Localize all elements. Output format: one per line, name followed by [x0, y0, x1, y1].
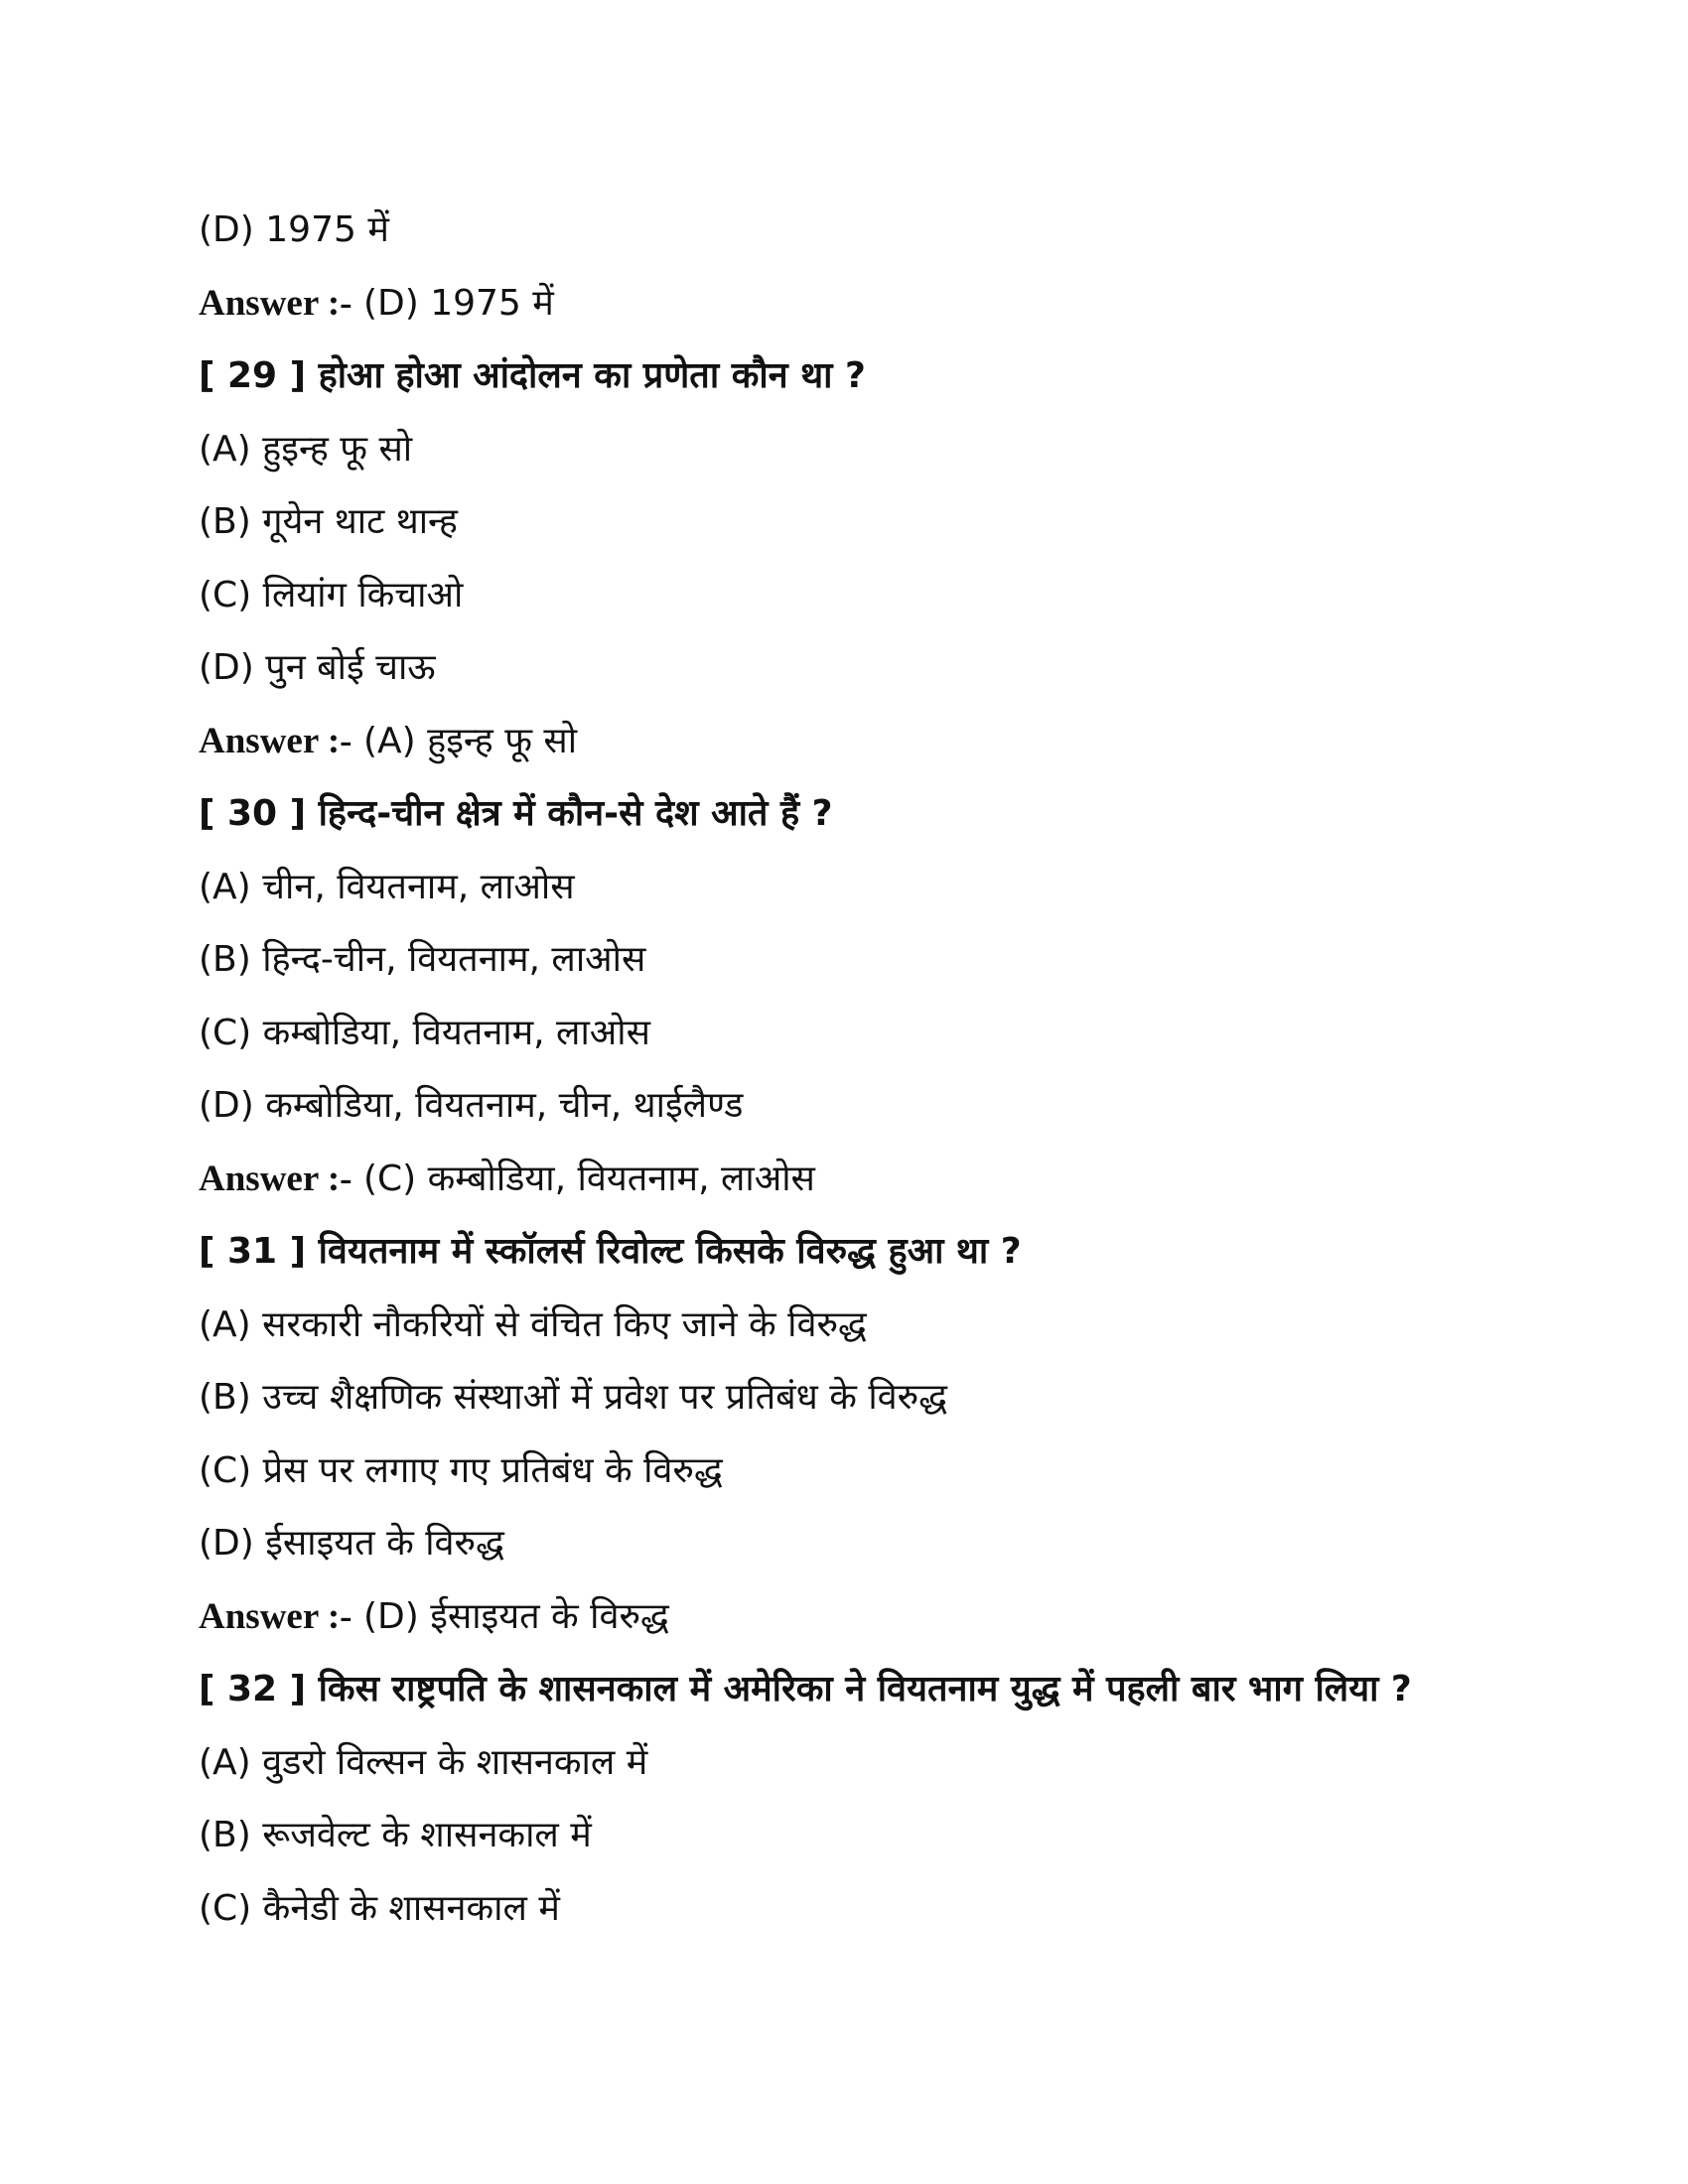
answer-text: (D) ईसाइयत के विरुद्ध [352, 1595, 669, 1637]
option-c-q31: (C) प्रेस पर लगाए गए प्रतिबंध के विरुद्ध [199, 1449, 723, 1491]
option-b-q32: (B) रूजवेल्ट के शासनकाल में [199, 1815, 592, 1855]
option-b-q31: (B) उच्च शैक्षणिक संस्थाओं में प्रवेश पर प्रतिबंध के विरुद्ध [199, 1377, 947, 1418]
answer-label: Answer :- [199, 1595, 352, 1637]
answer-q31 [199, 1580, 1549, 1654]
option-d-q28: (D) 1975 में [199, 209, 389, 250]
question-number: [ 31 ] [199, 1231, 307, 1272]
option-a-q32: (A) वुडरो विल्सन के शासनकाल में [199, 1741, 648, 1783]
option-c-q29: (C) लियांग किचाओ [199, 574, 464, 615]
question-31 [199, 1215, 1549, 1289]
option-d-q30: (D) कम्बोडिया, वियतनाम, चीन, थाईलैण्ड [199, 1085, 744, 1126]
option-b-q30: (B) हिन्द-चीन, वियतनाम, लाओस [199, 939, 646, 980]
answer-q30 [199, 1143, 1549, 1216]
option-c-q32: (C) कैनेडी के शासनकाल में [199, 1887, 560, 1929]
option-a-q29: (A) हुइन्ह फू सो [199, 428, 413, 470]
question-30 [199, 777, 1549, 851]
answer-label: Answer :- [199, 282, 352, 324]
question-29 [199, 340, 1549, 413]
question-text: वियतनाम में स्कॉलर्स रिवोल्ट किसके विरुद्ध हुआ था ? [306, 1231, 1022, 1272]
option-d-q31: (D) ईसाइयत के विरुद्ध [199, 1523, 504, 1564]
option-a-q31: (A) सरकारी नौकरियों से वंचित किए जाने के विरुद्ध [199, 1303, 867, 1345]
question-number: [ 30 ] [199, 793, 307, 834]
answer-q29 [199, 705, 1549, 778]
question-32 [199, 1653, 1549, 1726]
answer-label: Answer :- [199, 720, 352, 761]
option-a-q30: (A) चीन, वियतनाम, लाओस [199, 866, 575, 907]
answer-text: (C) कम्बोडिया, वियतनाम, लाओस [352, 1158, 815, 1199]
question-text: किस राष्ट्रपति के शासनकाल में अमेरिका ने वियतनाम युद्ध में पहली बार भाग लिया ? [306, 1669, 1412, 1709]
option-c-q30: (C) कम्बोडिया, वियतनाम, लाओस [199, 1012, 650, 1053]
option-d-q29: (D) पुन बोई चाऊ [199, 647, 436, 688]
question-text: हिन्द-चीन क्षेत्र में कौन-से देश आते हैं ? [306, 793, 833, 834]
question-text: होआ होआ आंदोलन का प्रणेता कौन था ? [306, 355, 866, 396]
answer-text: (A) हुइन्ह फू सो [352, 720, 578, 761]
answer-text: (D) 1975 में [352, 282, 554, 324]
document-page [199, 194, 1549, 1945]
answer-label: Answer :- [199, 1158, 352, 1199]
question-number: [ 29 ] [199, 355, 307, 396]
answer-q28 [199, 267, 1549, 341]
option-b-q29: (B) गूयेन थाट थान्ह [199, 501, 458, 542]
question-number: [ 32 ] [199, 1669, 307, 1709]
